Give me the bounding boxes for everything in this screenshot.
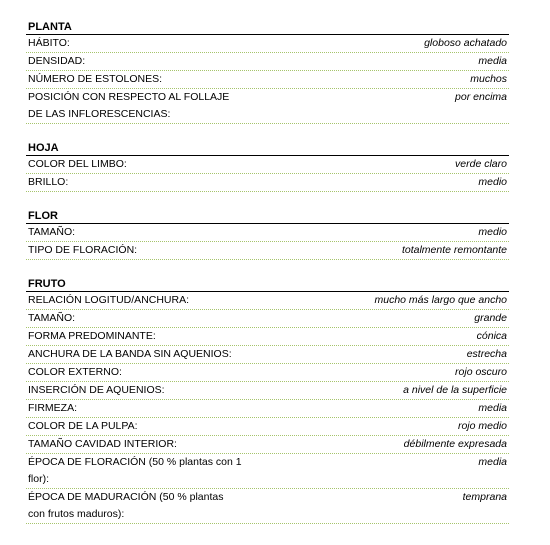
table-row bbox=[26, 53, 509, 71]
table-row bbox=[26, 454, 509, 489]
section-title: HOJA bbox=[26, 141, 509, 156]
row-label: COLOR DE LA PULPA: bbox=[28, 420, 138, 432]
row-label: TAMAÑO CAVIDAD INTERIOR: bbox=[28, 438, 177, 450]
row-value: media bbox=[478, 55, 507, 67]
table-row bbox=[26, 400, 509, 418]
row-value: media bbox=[478, 456, 507, 468]
section-fruto bbox=[26, 277, 509, 524]
row-value: temprana bbox=[462, 491, 507, 503]
row-value: muchos bbox=[470, 73, 507, 85]
table-row bbox=[26, 224, 509, 242]
row-value: medio bbox=[478, 176, 507, 188]
table-row bbox=[26, 364, 509, 382]
row-label: TAMAÑO: bbox=[28, 312, 76, 324]
row-value: totalmente remontante bbox=[401, 244, 507, 256]
section-planta bbox=[26, 20, 509, 124]
row-label: ANCHURA DE LA BANDA SIN AQUENIOS: bbox=[28, 348, 232, 360]
row-value: por encima bbox=[455, 91, 507, 103]
row-label: HÁBITO: bbox=[28, 37, 70, 49]
row-label: DENSIDAD: bbox=[28, 55, 86, 67]
row-label: TIPO DE FLORACIÓN: bbox=[28, 244, 138, 256]
row-label: ÉPOCA DE MADURACIÓN (50 % plantas con frutos maduros): bbox=[28, 491, 224, 520]
row-label: COLOR EXTERNO: bbox=[28, 366, 122, 378]
table-row bbox=[26, 292, 509, 310]
section-title: FRUTO bbox=[26, 277, 509, 292]
row-value: grande bbox=[474, 312, 507, 324]
row-value: globoso achatado bbox=[424, 37, 507, 49]
row-label: ÉPOCA DE FLORACIÓN (50 % plantas con 1 flor): bbox=[28, 456, 242, 485]
row-value: a nivel de la superficie bbox=[403, 384, 507, 396]
row-label: COLOR DEL LIMBO: bbox=[28, 158, 127, 170]
table-row bbox=[26, 310, 509, 328]
row-label: FIRMEZA: bbox=[28, 402, 77, 414]
row-value: débilmente expresada bbox=[403, 438, 507, 450]
section-title: FLOR bbox=[26, 209, 509, 224]
row-label: RELACIÓN LOGITUD/ANCHURA: bbox=[28, 294, 190, 306]
row-label: BRILLO: bbox=[28, 176, 69, 188]
section-flor bbox=[26, 209, 509, 260]
row-value: cónica bbox=[476, 330, 507, 342]
section-hoja bbox=[26, 141, 509, 192]
table-row bbox=[26, 71, 509, 89]
table-row bbox=[26, 489, 509, 524]
section-title: PLANTA bbox=[26, 20, 509, 35]
table-row bbox=[26, 242, 509, 260]
table-row bbox=[26, 89, 509, 124]
table-row bbox=[26, 174, 509, 192]
row-value: rojo oscuro bbox=[455, 366, 507, 378]
row-label: NÚMERO DE ESTOLONES: bbox=[28, 73, 162, 85]
table-row bbox=[26, 156, 509, 174]
row-label: POSICIÓN CON RESPECTO AL FOLLAJE DE LAS INFLORESCENCIAS: bbox=[28, 91, 230, 120]
row-value: mucho más largo que ancho bbox=[374, 294, 507, 306]
characteristics-sheet bbox=[26, 20, 509, 541]
table-row bbox=[26, 436, 509, 454]
row-label: FORMA PREDOMINANTE: bbox=[28, 330, 156, 342]
table-row bbox=[26, 382, 509, 400]
table-row bbox=[26, 35, 509, 53]
row-label: INSERCIÓN DE AQUENIOS: bbox=[28, 384, 165, 396]
row-value: estrecha bbox=[466, 348, 507, 360]
table-row bbox=[26, 328, 509, 346]
table-row bbox=[26, 418, 509, 436]
row-value: medio bbox=[478, 226, 507, 238]
row-value: verde claro bbox=[455, 158, 507, 170]
table-row bbox=[26, 346, 509, 364]
row-value: rojo medio bbox=[457, 420, 507, 432]
row-value: media bbox=[478, 402, 507, 414]
row-label: TAMAÑO: bbox=[28, 226, 76, 238]
